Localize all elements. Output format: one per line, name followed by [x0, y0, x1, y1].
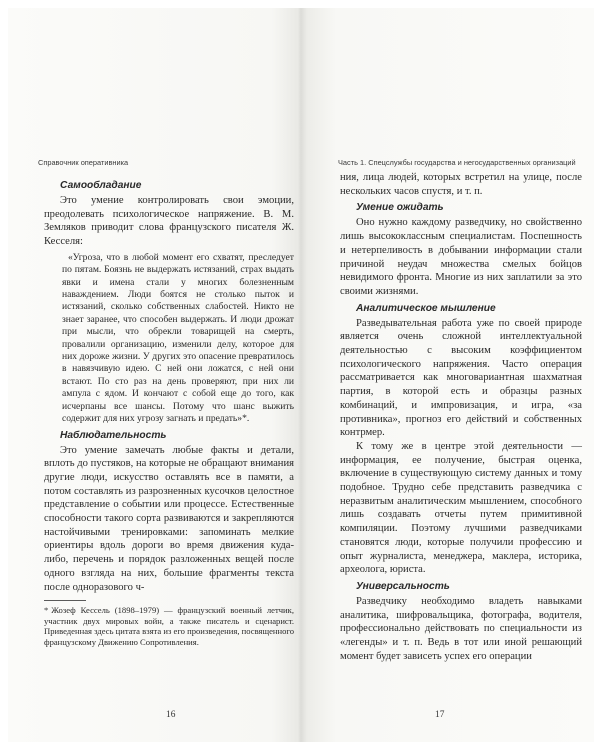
- footnote-mark: *: [44, 605, 49, 616]
- footnote: [44, 605, 294, 647]
- paragraph-self-control-intro: Это умение контролировать свои эмоции, преодолевать психологическое напряжение. В. М. Земляков приводит слова французского писателя Ж. Кесселя:: [44, 195, 294, 248]
- left-page: [8, 8, 302, 742]
- heading-patience: Умение ожидать: [356, 202, 444, 214]
- left-page-number: 16: [166, 710, 176, 720]
- heading-self-control: Самообладание: [60, 180, 142, 191]
- heading-universality: Универсальность: [356, 580, 450, 592]
- paragraph-analytics-1: Разведывательная работа уже по своей природе является очень сложной интеллектуальной деятельностью с высоким коэффициентом психологического напряжения. Часто операция рассматривается как многовариантная шахматная партия, в которой есть и образцы разных комбинаций, и импровизация, и игра, «за противника», прогноз его действий и собственных контрмер.: [340, 317, 582, 439]
- right-page: [302, 8, 594, 742]
- paragraph-continuation: ния, лица людей, которых встретил на улице, после нескольких часов спустя, и т. п.: [340, 172, 582, 197]
- paragraph-universality: Разведчику необходимо владеть навыками аналитика, шифровальщика, фотографа, водителя, профессионально действовать по специальности из «легенды» и т. п. Ведь в тот или иной решающий момент будет зависеть успех его операции: [340, 595, 582, 662]
- right-column: [340, 171, 582, 664]
- left-running-head: Справочник оперативника: [38, 158, 129, 167]
- left-column: [44, 176, 294, 648]
- heading-observation: Наблюдательность: [60, 429, 167, 441]
- paragraph-analytics-2: К тому же в центре этой деятельности — информация, ее получение, быстрая оценка, включение в существующую систему данных и тому подобное. Трудно себе представить разведчика с неразвитым аналитическим мышлением, способного лишь создавать отчеты путем примитивной компиляции. Поэтому лучшими разведчиками становятся люди, которые получили профессию и опыт журналиста, менеджера, маклера, историка, археолога, юриста.: [340, 440, 582, 576]
- paragraph-observation: Это умение замечать любые факты и детали, вплоть до пустяков, на которые не обращают внимания другие люди, искусство оставлять все в памяти, а потом составлять из разрозненных кусочков целостное представление о событии или процессе. Естественные способности такого сорта развиваются и закрепляются настойчивыми тренировками: запоминать мелкие ориентиры вдоль дороги во время движения куда-либо, перечень и порядок разложенных вещей после одного взгляда на них, большие фрагменты текста после однoразового ч-: [44, 444, 294, 593]
- right-page-number: 17: [435, 710, 445, 720]
- paragraph-patience: Оно нужно каждому разведчику, но свойственно лишь высококлассным специалистам. Поспешность и нетерпеливость в добывании информации стали причиной неудач множества смелых бойцов невидимого фронта. Многие из них заплатили за это своими жизнями.: [340, 217, 582, 297]
- footnote-text: Жозеф Кессель (1898–1979) — французский военный летчик, участник двух мировых войн, а также писатель и сценарист. Приведенная здесь цитата взята из его произведения, посвященного французскому Движению Сопротивления.: [44, 605, 294, 648]
- kessel-quote: [44, 252, 294, 426]
- quote-paragraph: «Угроза, что в любой момент его схватят, преследует по пятам. Боязнь не выдержать истязаний, страх выдать явки и имена стали у многих болезненным наваждением. Люди боятся не столько пыток и истязаний, сколько собственных слабостей. Никто не знает заранее, что способен выдержать. И люди дрожат при мысли, что обрекли товарищей на смерть, провалили организацию, изменили делу, которое для них дороже жизни. У других это опасение превратилось в навязчивую идею. С ней они ложатся, с ней они встают. По сто раз на день проверяют, при них ли ампула с ядом. И кончают с собой еще до того, как исчерпаны все шансы. Потому что шанс выжить содержит для них угрозу загнать и предать»*.: [62, 251, 294, 425]
- footnote-divider: [44, 600, 86, 601]
- right-running-head: Часть 1. Спецслужбы государства и негосударственных организаций: [338, 158, 576, 167]
- book-spread: [8, 8, 594, 742]
- heading-analytics: Аналитическое мышление: [356, 302, 496, 314]
